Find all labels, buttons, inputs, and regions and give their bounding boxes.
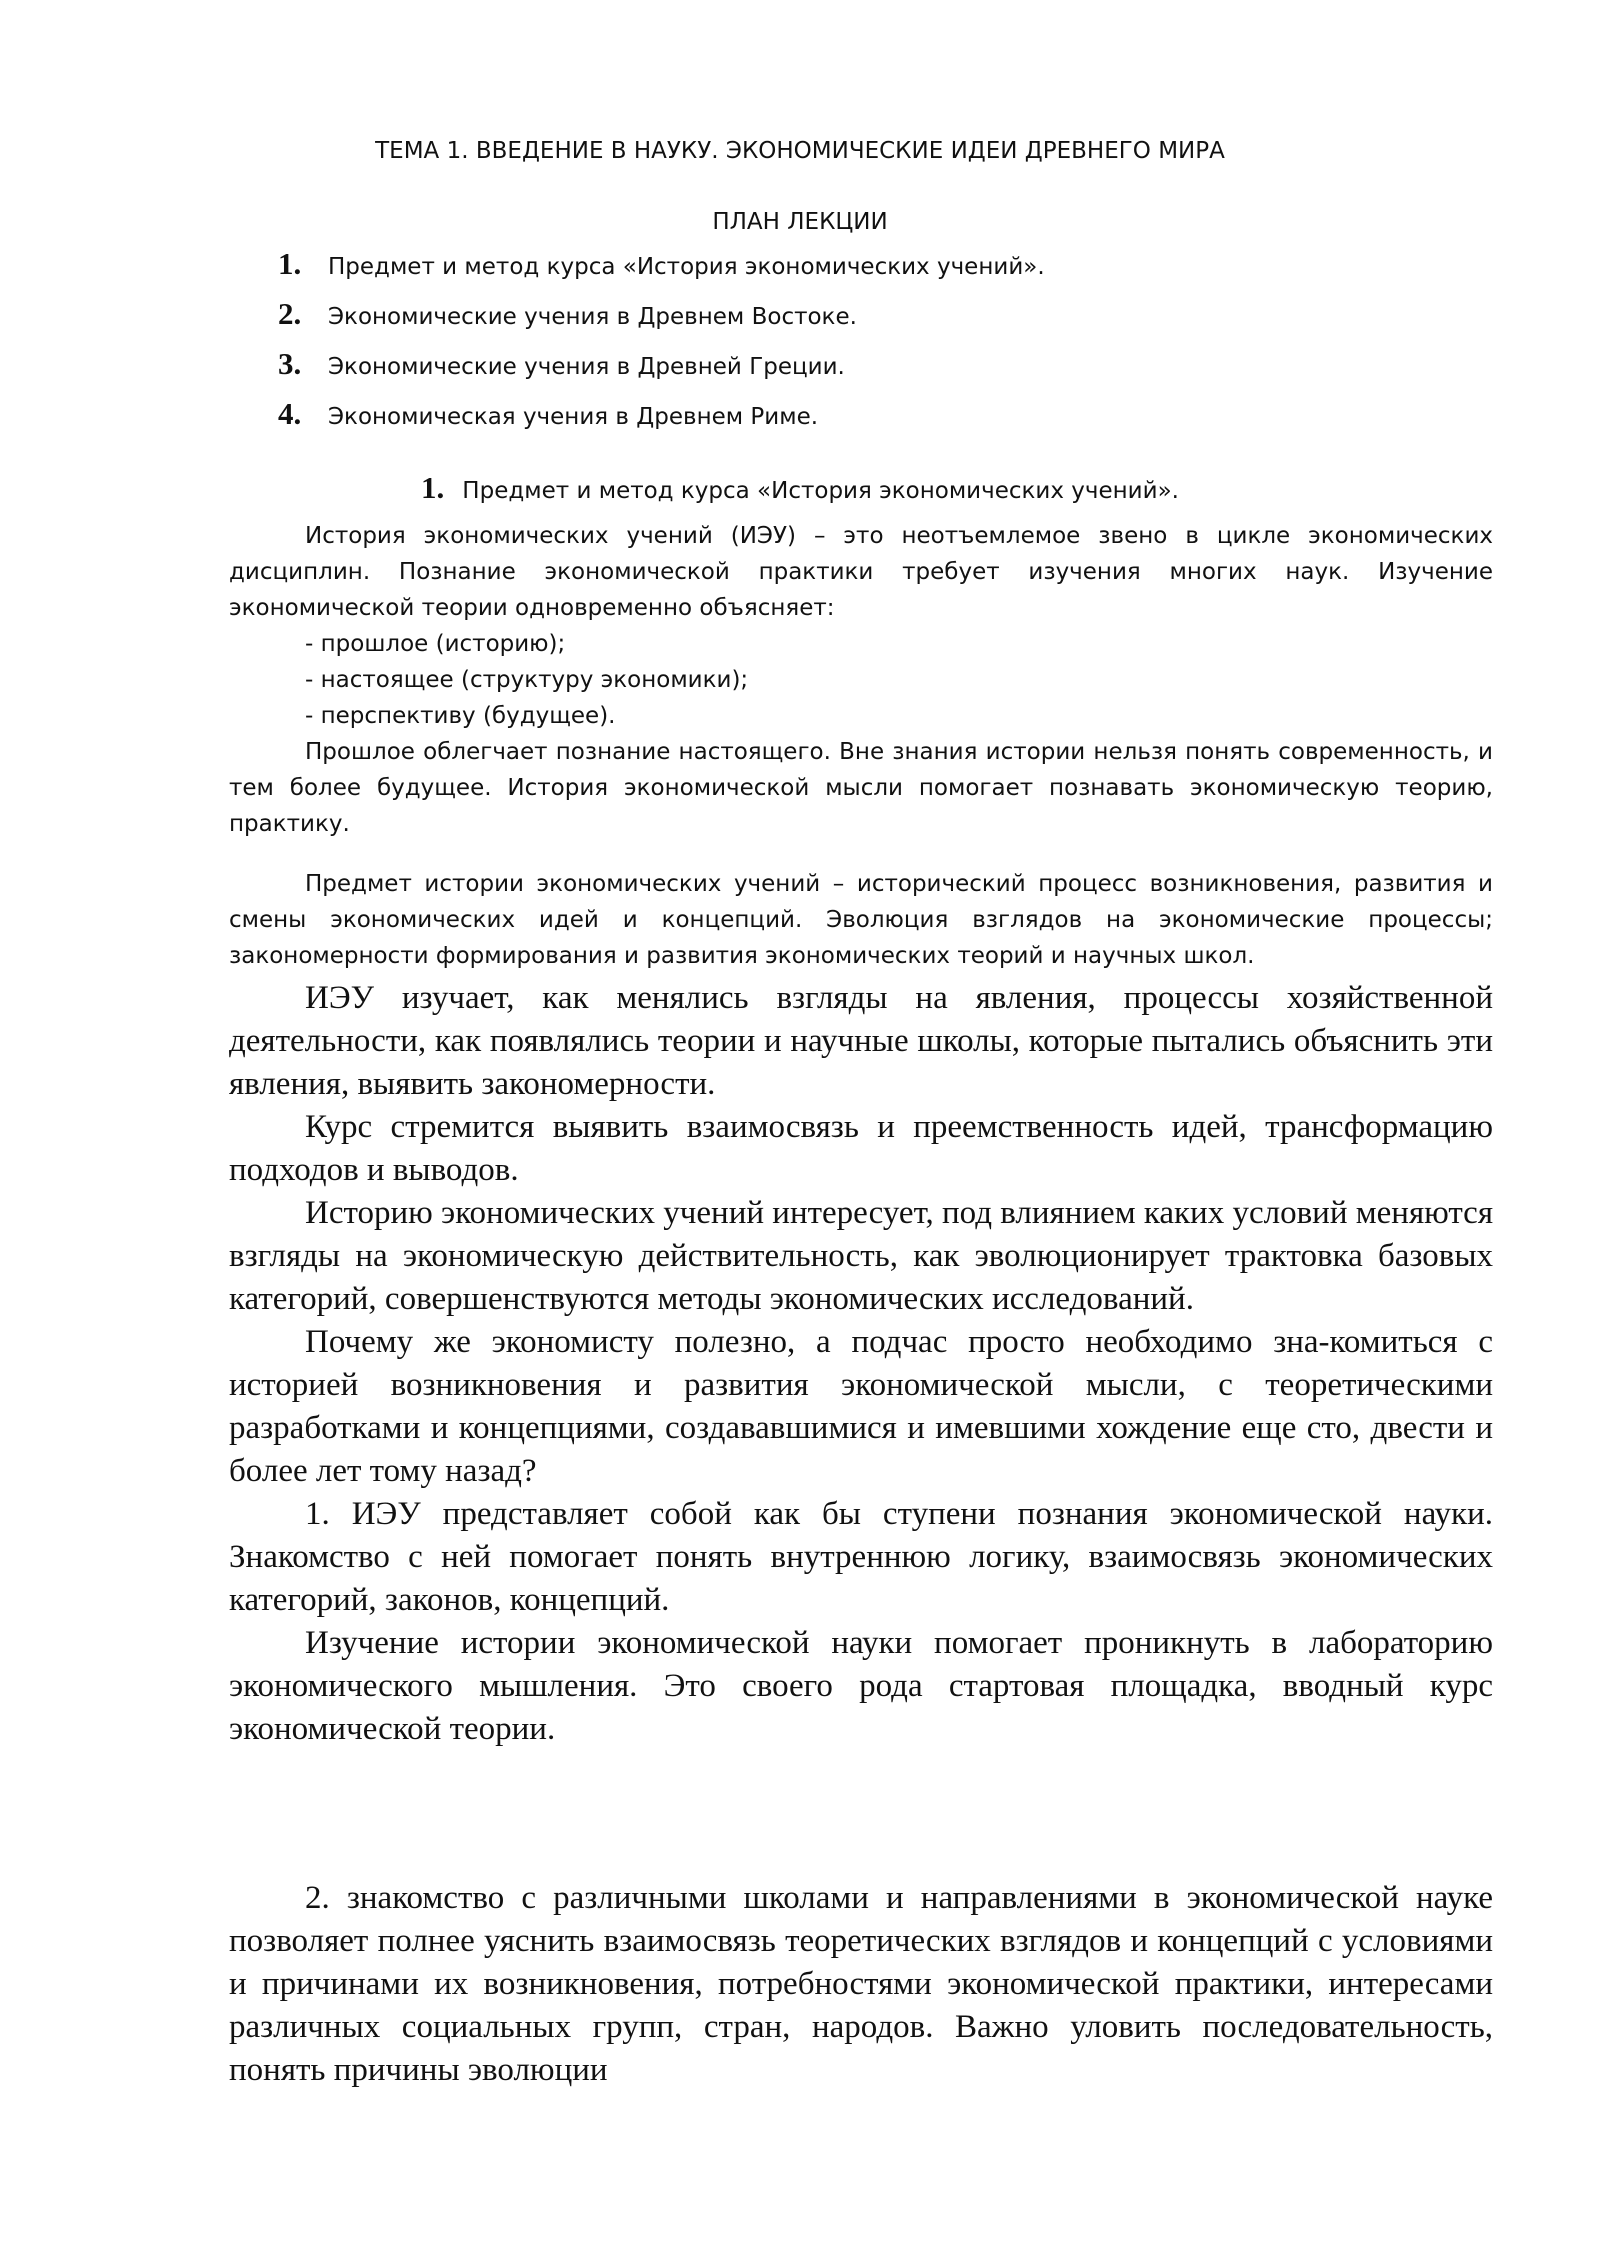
list-item-number: 1.: [278, 246, 302, 281]
main-text-block: [229, 977, 1493, 1751]
list-item-number: 2.: [278, 296, 302, 331]
paragraph: 1. ИЭУ представляет собой как бы ступени познания экономической науки. Знакомство с ней помогает понять внутреннюю логику, взаимосвязь экономических категорий, законов, концепций.: [229, 1496, 1493, 1618]
list-item: - прошлое (историю);: [305, 631, 566, 657]
list-item: - перспективу (будущее).: [305, 703, 616, 729]
paragraph: История экономических учений (ИЭУ) – это неотъемлемое звено в цикле экономических дисциплин. Познание экономической практики требует изучения многих наук. Изучение экономической теории одновременно объясняет:: [229, 523, 1493, 621]
continued-text-block: [229, 1877, 1493, 2092]
paragraph: Почему же экономисту полезно, а подчас просто необходимо зна-комиться с историей возникновения и развития экономической мысли, с теоретическими разработками и концепциями, создававшимися и имевшими хождение еще сто, двести и более лет тому назад?: [229, 1324, 1493, 1489]
list-item-number: 4.: [278, 396, 302, 431]
list-item-number: 3.: [278, 346, 302, 381]
paragraph: Прошлое облегчает познание настоящего. Вне знания истории нельзя понять современность, и тем более будущее. История экономической мысли помогает познавать экономическую теорию, практику.: [229, 739, 1493, 837]
intro-block: [229, 518, 1493, 842]
paragraph: Изучение истории экономической науки помогает проникнуть в лабораторию экономического мышления. Это своего рода стартовая площадка, вводный курс экономической теории.: [229, 1625, 1493, 1747]
paragraph: Историю экономических учений интересует, под влиянием каких условий меняются взгляды на экономическую действительность, как эволюционирует трактовка базовых категорий, совершенствуются методы экономических исследований.: [229, 1195, 1493, 1317]
section-number: 1.: [421, 470, 445, 505]
list-item-text: Экономическая учения в Древнем Риме.: [328, 404, 819, 430]
list-item: [278, 296, 1378, 346]
section-heading: [0, 470, 1600, 506]
plan-heading: ПЛАН ЛЕКЦИИ: [712, 209, 888, 235]
list-item: [278, 346, 1378, 396]
section-title: Предмет и метод курса «История экономических учений».: [462, 478, 1179, 504]
paragraph: ИЭУ изучает, как менялись взгляды на явления, процессы хозяйственной деятельности, как появлялись теории и научные школы, которые пытались объяснить эти явления, выявить закономерности.: [229, 980, 1493, 1102]
list-item: [278, 246, 1378, 296]
document-title: ТЕМА 1. ВВЕДЕНИЕ В НАУКУ. ЭКОНОМИЧЕСКИЕ ИДЕИ ДРЕВНЕГО МИРА: [375, 138, 1225, 164]
paragraph: 2. знакомство с различными школами и направлениями в экономической науке позволяет полнее уяснить взаимосвязь теоретических взглядов и концепций с условиями и причинами их возникновения, потребностями экономической практики, интересами различных социальных групп, стран, народов. Важно уловить последовательность, понять причины эволюции: [229, 1880, 1493, 2088]
list-item-text: Экономические учения в Древнем Востоке.: [328, 304, 857, 330]
list-item: [278, 396, 1378, 446]
paragraph: Курс стремится выявить взаимосвязь и преемственность идей, трансформацию подходов и выводов.: [229, 1109, 1493, 1188]
paragraph: Предмет истории экономических учений – исторический процесс возникновения, развития и смены экономических идей и концепций. Эволюция взглядов на экономические процессы; закономерности формирования и развития экономических теорий и научных школ.: [229, 871, 1493, 969]
list-item-text: Экономические учения в Древней Греции.: [328, 354, 845, 380]
subject-block: [229, 866, 1493, 974]
plan-list: [278, 246, 1378, 446]
list-item: - настоящее (структуру экономики);: [305, 667, 749, 693]
list-item-text: Предмет и метод курса «История экономических учений».: [328, 254, 1045, 280]
